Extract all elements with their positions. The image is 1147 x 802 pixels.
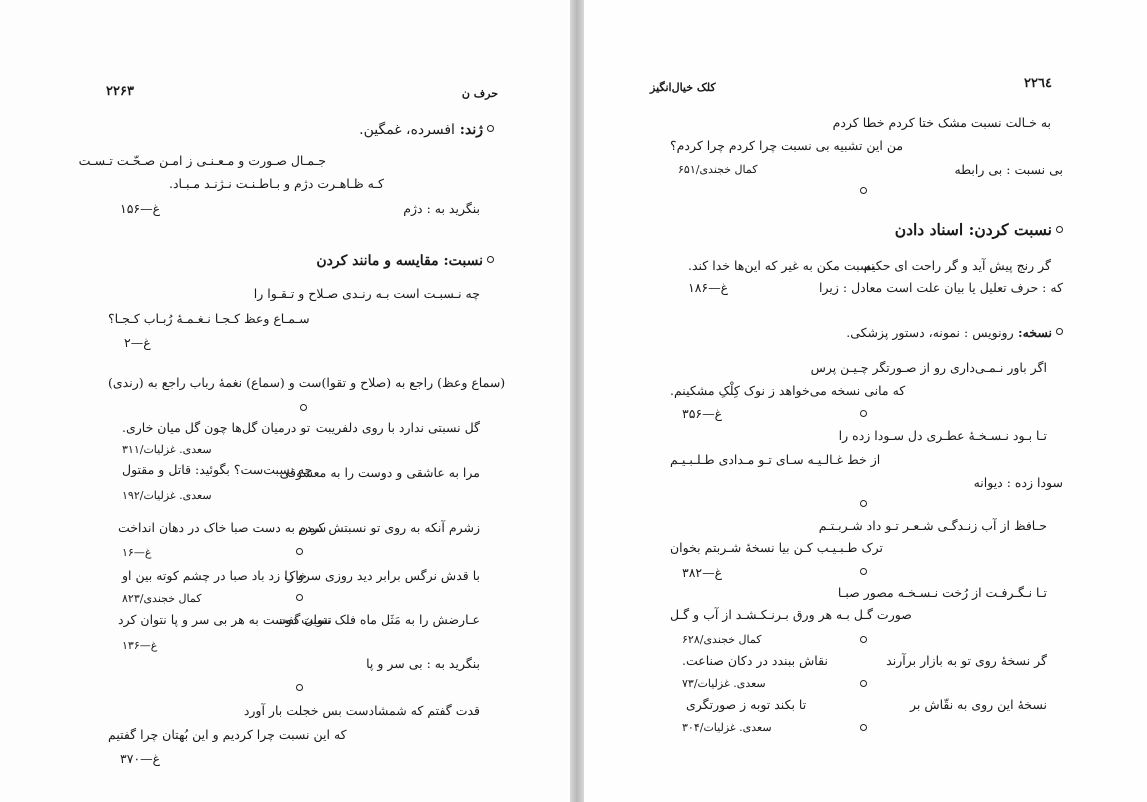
reference: غ—۱۸۶: [688, 280, 729, 295]
verse-line: تـا بـود نـسـخـهٔ عطـری دل سـودا زده را: [838, 428, 1047, 443]
source: سعدی. غزلیات/۳۱۱: [122, 443, 212, 456]
couplet-first-half: با قدش نرگس برابر دید روزی سرو را: [284, 568, 480, 583]
bullet-icon: [487, 256, 494, 263]
running-head: کلک خیال‌انگیز: [650, 81, 716, 94]
running-head: حرف ن: [461, 87, 498, 100]
couplet-second-half: خاک زد باد صبا در چشم کوته بین او: [122, 568, 307, 583]
couplet-first-half: گر رنج پیش آید و گر راحت ای حکیم: [863, 258, 1051, 273]
couplet-first-half: مرا به عاشقی و دوست را به معشوقی: [279, 465, 480, 480]
verse-line: به خـالت نسبت مشک ختا کردم خطا کردم: [832, 115, 1051, 130]
verse-line: تـا نـگـرفـت از رُخت نـسـخـه مصور صبـا: [837, 585, 1047, 600]
couplet-first-half: عـارضش را به مَثَل ماه فلک نتوان گفت: [275, 612, 480, 627]
source: غ—۱۶: [122, 546, 152, 559]
verse-line: کـه ظـاهـرت دژم و بـاطـنـت نـژنـد مـبـاد.: [168, 176, 384, 191]
separator-dot: [860, 636, 867, 643]
couplet-second-half: تو درمیان گل‌ها چون گل میان خاری.: [122, 420, 311, 435]
verse-line: قدت گفتم که شمشادست بس خجلت بار آورد: [243, 703, 480, 718]
reference: غ—۳۵۶: [682, 406, 723, 421]
couplet-first-half: زشرم آنکه به روی تو نسبتش کردم: [298, 520, 480, 535]
headword: ژند: [464, 122, 483, 138]
note: که : حرف تعلیل یا بیان علت است معادل : زیرا: [819, 280, 1063, 295]
verse-line: که این نسبت چرا کردیم و این بُهتان چرا گفتیم: [108, 727, 347, 742]
page-number: ۲۲٦٤: [1024, 76, 1052, 91]
separator-dot: [860, 724, 867, 731]
verse-line: اگر باور نـمـی‌داری رو از صـورتگر چـیـن پرس: [810, 360, 1047, 375]
book-gutter: [570, 0, 584, 802]
page-number: ۲۲۶۳: [106, 84, 134, 99]
couplet-second-half: نسبت دوست به هر بی سر و پا نتوان کرد: [118, 612, 332, 627]
separator-dot: [860, 500, 867, 507]
couplet-second-half: نقاش ببندد در دکان صناعت.: [682, 653, 828, 668]
verse-line: چه نـسبـت است بـه رنـدی صـلاح و تـقـوا را: [253, 286, 480, 301]
verse-line: جـمـال صـورت و مـعـنـی ز امـن صـحّـت تـسـت: [78, 153, 326, 168]
couplet-first-half: گر نسخهٔ روی تو به بازار برآرند: [886, 653, 1047, 668]
separator-dot: [296, 594, 303, 601]
definition: اسناد دادن: [894, 220, 964, 239]
couplet-second-half: سمن به دست صبا خاک در دهان انداخت: [118, 520, 327, 535]
couplet-second-half: چه نسبت‌ست؟ بگوئید: قاتل و مقتول: [122, 462, 313, 477]
verse-line: حـافظ از آب زنـدگـی شـعـر تـو داد شـربـتـم: [818, 518, 1047, 533]
note: سودا زده : دیوانه: [973, 475, 1063, 490]
see-also: بنگرید به : دژم: [403, 201, 480, 216]
headword: نسخه: [1022, 325, 1052, 340]
source: کمال خجندی/۸۲۳: [122, 592, 202, 605]
verse-line: سـمـاع وعظ کـجـا نـغـمـهٔ رُبـاب کـجـا؟: [108, 311, 310, 326]
source: کمال خجندی/۶۲۸: [682, 633, 762, 646]
bullet-icon: [1056, 328, 1063, 335]
source: کمال خجندی/۶۵۱: [678, 163, 758, 176]
see-also: بنگرید به : بی سر و پا: [366, 656, 480, 671]
reference: غ—۱۵۶: [120, 201, 161, 216]
separator-dot: [860, 410, 867, 417]
reference: غ—۲: [124, 335, 151, 350]
separator-dot: [860, 680, 867, 687]
entry-heading: نسبت: مقایسه و مانند کردن: [316, 253, 494, 269]
definition: افسرده، غمگین.: [359, 122, 455, 138]
bullet-icon: [1056, 226, 1063, 233]
bullet-icon: [487, 125, 494, 132]
couplet-first-half: گل نسبتی ندارد با روی دلفریبت: [315, 420, 480, 435]
definition: مقایسه و مانند کردن: [316, 253, 439, 269]
couplet-first-half: نسخهٔ این روی به نقّاش بر: [909, 697, 1047, 712]
verse-line: صورت گـل بـه هر ورق بـرنـکـشـد از آب و گـل: [670, 607, 912, 622]
separator-dot: [860, 187, 867, 194]
source: سعدی. غزلیات/۳۰۴: [682, 721, 772, 734]
definition: رونویس : نمونه، دستور پزشکی.: [846, 325, 1014, 340]
note: بی نسبت : بی رابطه: [954, 162, 1063, 177]
reference: غ—۳۸۲: [682, 565, 723, 580]
section-heading: نسبت کردن: اسناد دادن: [895, 222, 1063, 238]
source: سعدی. غزلیات/۱۹۲: [122, 489, 212, 502]
separator-dot: [300, 404, 307, 411]
entry-heading: نسخه: رونویس : نمونه، دستور پزشکی.: [846, 325, 1063, 341]
entry-heading: ژند: افسرده، غمگین.: [359, 122, 494, 138]
separator-dot: [296, 548, 303, 555]
couplet-second-half: نسبت مکن به غیر که این‌ها خدا کند.: [688, 258, 875, 273]
left-page: [0, 0, 570, 802]
separator-dot: [296, 684, 303, 691]
couplet-second-half: تا بکند توبه ز صورتگری: [686, 697, 807, 712]
verse-line: ترک طـبـیـب کـن بیا نسخهٔ شـربتم بخوان: [670, 540, 884, 555]
headword: نسبت کردن: [974, 220, 1052, 239]
verse-line: که مانی نسخه می‌خواهد ز نوک کِلْکِ مشکینم.: [670, 383, 906, 398]
source: غ—۱۳۶: [122, 639, 158, 652]
source: سعدی. غزلیات/۷۳: [682, 677, 766, 690]
explanation: (سماع وعظ) راجع به (صلاح و تقوا)ست و (سماع) نغمهٔ رباب راجع به (رندی): [108, 375, 506, 390]
headword: نسبت: [448, 253, 483, 269]
separator-dot: [860, 568, 867, 575]
reference: غ—۳۷۰: [120, 751, 161, 766]
verse-line: از خط غـالـیـه سـای تـو مـدادی طـلـبـیـم: [670, 452, 881, 467]
right-page: [584, 0, 1147, 802]
verse-line: من این تشبیه بی نسبت چرا کردم چرا کردم؟: [670, 138, 904, 153]
